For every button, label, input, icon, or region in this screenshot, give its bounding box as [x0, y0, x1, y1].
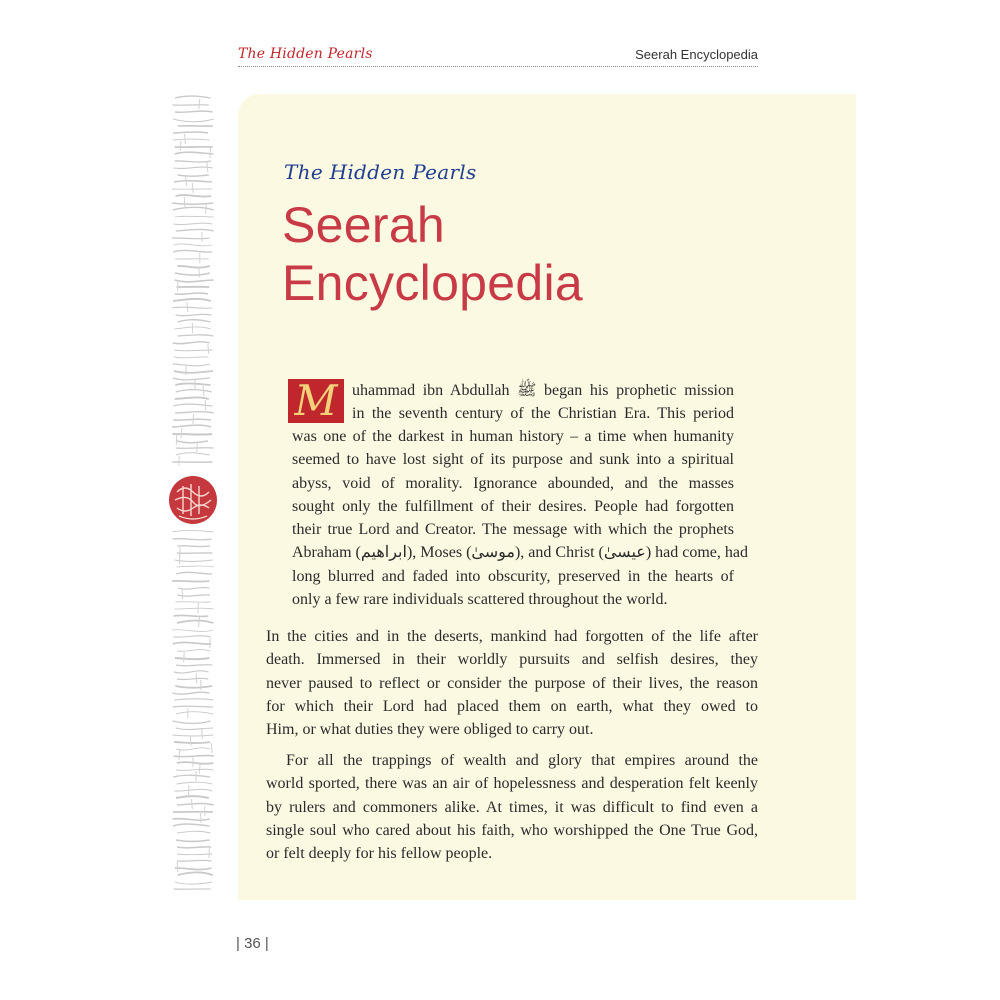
- text-line: sought only the fulfillment of their desires. People had forgotten: [292, 497, 734, 515]
- text-line: seemed to have lost sight of its purpose and sunk into a spiritual: [292, 451, 734, 469]
- drop-cap: M: [288, 379, 344, 423]
- text-line: for which their Lord had placed them on earth, what they owed to: [266, 697, 758, 715]
- chapter-title-line-2: Encyclopedia: [282, 255, 584, 311]
- paragraph-1-first-line: [352, 379, 734, 402]
- text-line: in the seventh century of the Christian Era. This period: [352, 405, 734, 422]
- paragraph-1: [352, 402, 734, 425]
- paragraph-3: [266, 749, 758, 865]
- running-header: [238, 44, 758, 67]
- text-line: uhammad ibn Abdullah ﷺ began his prophetic mission: [352, 382, 734, 399]
- text-line: world sported, there was an air of hopelessness and desperation felt keenly: [266, 775, 758, 793]
- text-line: never paused to reflect or consider the purpose of their lives, the reason: [266, 674, 758, 692]
- text-line: or felt deeply for his fellow people.: [266, 845, 493, 863]
- header-book-title: The Hidden Pearls: [238, 46, 373, 62]
- chapter-subtitle: The Hidden Pearls: [284, 160, 477, 184]
- text-line: their true Lord and Creator. The message with which the prophets: [292, 521, 734, 539]
- text-line: Abraham (ابراهيم), Moses (موسىٰ), and Christ (عيسىٰ) had come, had: [292, 544, 749, 562]
- text-line: was one of the darkest in human history – a time when humanity: [292, 428, 734, 445]
- chapter-title-line-1: Seerah: [282, 197, 446, 253]
- text-line: only a few rare individuals scattered throughout the world.: [292, 591, 668, 609]
- text-line: by rulers and commoners alike. At times, it was difficult to find even a: [266, 798, 758, 816]
- calligraphy-seal-icon: [163, 470, 223, 530]
- header-section-title: Seerah Encyclopedia: [635, 47, 758, 62]
- text-line: In the cities and in the deserts, mankind had forgotten of the life after: [266, 628, 758, 645]
- text-line: long blurred and faded into obscurity, preserved in the hearts of: [292, 567, 734, 585]
- text-line: Him, or what duties they were obliged to carry out.: [266, 721, 594, 739]
- paragraph-2: [266, 625, 758, 741]
- text-line: For all the trappings of wealth and glory that empires around the: [286, 752, 758, 769]
- text-line: death. Immersed in their worldly pursuits and selfish desires, they: [266, 651, 758, 669]
- text-line: single soul who cared about his faith, who worshipped the One True God,: [266, 821, 758, 839]
- paragraph-1-continued: [292, 425, 749, 611]
- page-number: | 36 |: [236, 935, 269, 952]
- chapter-title: [282, 196, 702, 312]
- text-line: abyss, void of morality. Ignorance abounded, and the masses: [292, 474, 734, 492]
